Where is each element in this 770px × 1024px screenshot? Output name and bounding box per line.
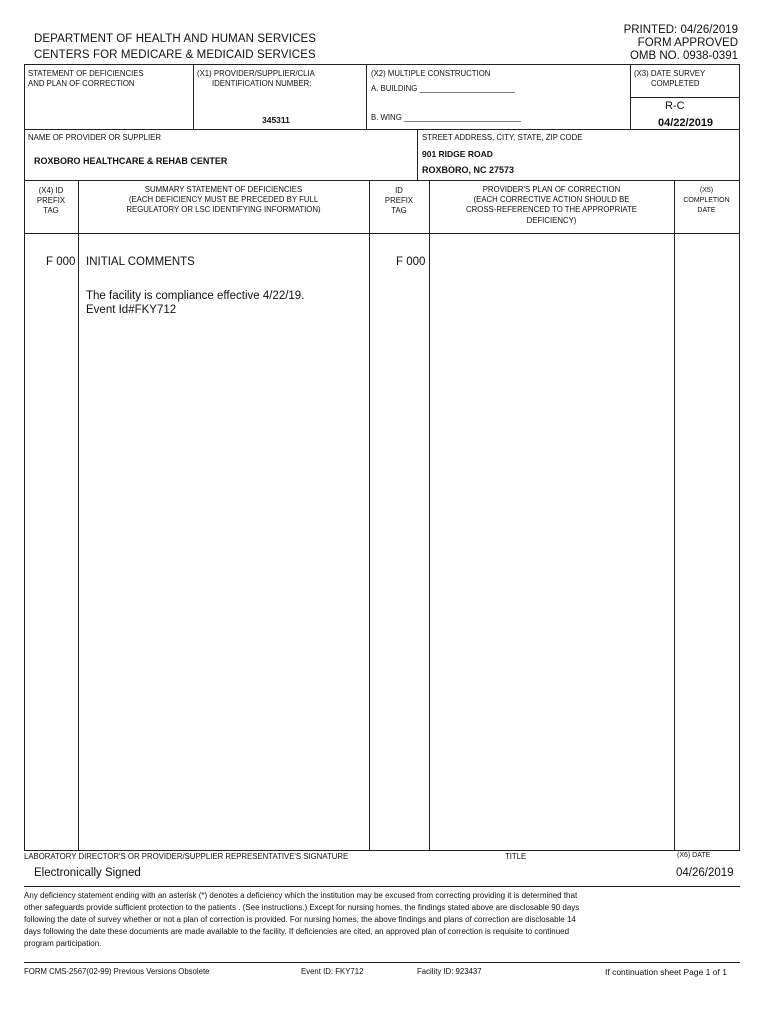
divider-col-summary [369,180,370,850]
signature-value: Electronically Signed [34,867,141,879]
rule-colhead-bottom [24,233,740,234]
disclaimer-line-1: Any deficiency statement ending with an asterisk (*) denotes a deficiency which the institution may be excused from correcting providing it is determined that [24,891,578,900]
divider-col-plan [674,180,675,850]
summary-heading-2: (EACH DEFICIENCY MUST BE PRECEDED BY FULL [128,195,319,204]
footer-form: FORM CMS-2567(02-99) Previous Versions Obsolete [24,967,210,976]
plan-heading-1: PROVIDER'S PLAN OF CORRECTION [482,185,621,194]
omb-number: OMB NO. 0938-0391 [629,50,738,62]
x3-label-1: (X3) DATE SURVEY [634,69,706,78]
printed-date: PRINTED: 04/26/2019 [623,24,738,36]
footer-event-id: Event ID: FKY712 [301,967,364,976]
rule-top-row-bottom [24,129,740,130]
summary-heading-3: REGULATORY OR LSC IDENTIFYING INFORMATION) [126,205,321,214]
x3-date: 04/22/2019 [658,117,714,129]
divider-x1 [193,64,194,129]
entry-tag-right: F 000 [396,256,426,268]
provider-name-label: NAME OF PROVIDER OR SUPPLIER [28,133,162,142]
divider-provider [417,129,418,180]
rule-signature-bottom [24,886,740,887]
rule-top [24,64,740,65]
footer-facility-id: Facility ID: 923437 [417,967,482,976]
plan-heading-3: CROSS-REFERENCED TO THE APPROPRIATE [466,205,637,214]
divider-col-id [429,180,430,850]
date-label: (X6) DATE [677,852,711,859]
department-title: DEPARTMENT OF HEALTH AND HUMAN SERVICES [34,33,317,45]
entry-tag-left: F 000 [46,256,76,268]
statement-label-1: STATEMENT OF DEFICIENCIES [28,69,144,78]
signature-label: LABORATORY DIRECTOR'S OR PROVIDER/SUPPLIER REPRESENTATIVE'S SIGNATURE [24,852,349,861]
entry-line-1: The facility is compliance effective 4/22/19. [86,290,305,302]
id-heading-2: PREFIX [384,196,414,205]
divider-col-prefix [78,180,79,850]
title-label: TITLE [505,852,527,861]
disclaimer-line-3: following the date of survey whether or not a plan of correction is provided. For nursing homes, the above findings and plans of correction are disclosable 14 [24,915,576,924]
entry-line-2: Event Id#FKY712 [86,304,177,316]
rule-provider-bottom [24,180,740,181]
address-label: STREET ADDRESS, CITY, STATE, ZIP CODE [422,133,583,142]
x1-label-1: (X1) PROVIDER/SUPPLIER/CLIA [197,69,315,78]
address-street: 901 RIDGE ROAD [422,149,493,159]
provider-name: ROXBORO HEALTHCARE & REHAB CENTER [34,156,228,166]
rule-body-bottom [24,850,740,851]
disclaimer-line-2: other safeguards provide sufficient protection to the patients . (See instructions.) Except for nursing homes, the findings stated above are disclosable 90 days [24,903,580,912]
signature-date: 04/26/2019 [676,867,734,879]
disclaimer-line-5: program participation. [24,939,102,948]
form-approved: FORM APPROVED [637,37,738,49]
x5-heading-3: DATE [697,207,716,214]
x4-heading-3: TAG [43,206,59,215]
x1-value: 345311 [262,115,290,125]
x2-building: A. BUILDING ______________________ [371,84,515,93]
entry-title: INITIAL COMMENTS [86,256,195,268]
x3-code: R-C [665,100,685,112]
divider-x2 [366,64,367,129]
x5-heading-2: COMPLETION [683,197,730,204]
centers-title: CENTERS FOR MEDICARE & MEDICAID SERVICES [34,49,316,61]
statement-label-2: AND PLAN OF CORRECTION [28,79,135,88]
border-left [24,64,25,851]
x2-wing: B. WING ___________________________ [371,113,521,122]
summary-heading-1: SUMMARY STATEMENT OF DEFICIENCIES [144,185,303,194]
plan-heading-2: (EACH CORRECTIVE ACTION SHOULD BE [473,195,630,204]
id-heading-1: ID [395,186,403,195]
x4-heading-1: (X4) ID [38,186,64,195]
x4-heading-2: PREFIX [36,196,66,205]
x3-label-2: COMPLETED [651,79,700,88]
disclaimer-line-4: days following the date these documents are made available to the facility. If deficiencies are cited, an approved plan of correction is requisite to continued [24,927,570,936]
rule-disclaimer-bottom [24,962,740,963]
footer-page: If continuation sheet Page 1 of 1 [605,967,727,977]
x1-label-2: IDENTIFICATION NUMBER: [212,79,312,88]
x2-label: (X2) MULTIPLE CONSTRUCTION [371,69,491,78]
plan-heading-4: DEFICIENCY) [526,216,577,225]
border-right [739,64,740,851]
x5-heading-1: (X5) [699,187,714,194]
address-city: ROXBORO, NC 27573 [422,165,515,175]
id-heading-3: TAG [391,206,407,215]
divider-x3-inner [630,97,739,98]
